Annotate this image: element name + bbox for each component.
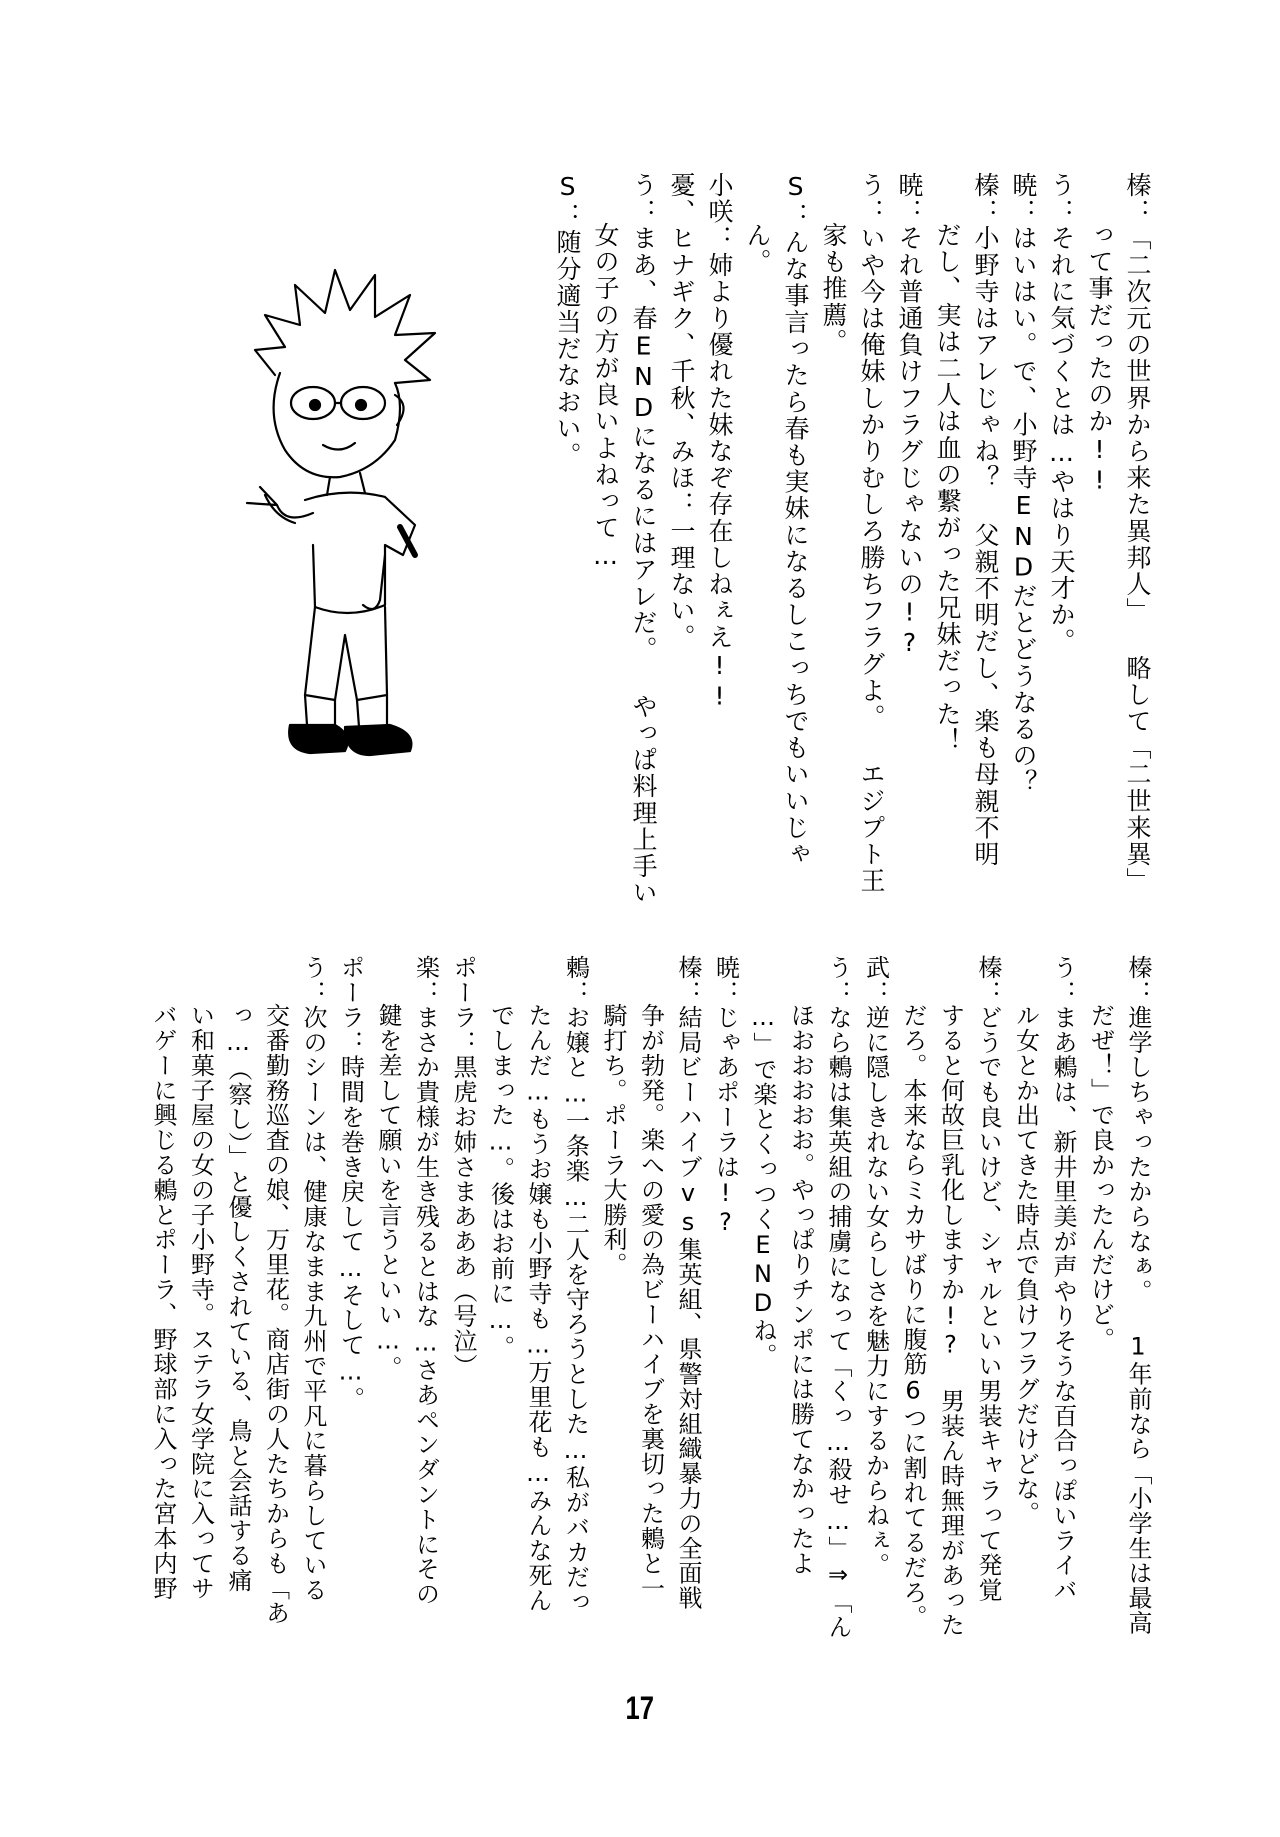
dialogue-line: 女の子の方が良いよねって… — [591, 222, 620, 572]
dialogue-line: 榛：結局ビーハイブvs集英組、県警対組織暴力の全面戦 — [674, 955, 702, 1611]
dialogue-line: だし、実は二人は血の繋がった兄妹だった！ — [933, 222, 962, 754]
dialogue-line: う：次のシーンは、健康なまま九州で平凡に暮らしている — [299, 955, 327, 1603]
dialogue-line: う：それに気づくとは…やはり天才か。 — [1047, 172, 1076, 655]
dialogue-line: だろ。本来ならミカサばりに腹筋6つに割れてるだろ。 — [899, 1003, 927, 1630]
boy-character-illustration — [235, 255, 455, 795]
dialogue-line: …」で楽とくっつくENDね。 — [749, 1003, 777, 1368]
dialogue-line: 鶫：お嬢と…一条楽…二人を守ろうとした…私がバカだっ — [561, 955, 590, 1615]
dialogue-line: ポーラ：黒虎お姉さまあああ（号泣） — [449, 955, 477, 1379]
dialogue-line: 榛：どうでも良いけど、シャルといい男装キャラって発覚 — [974, 955, 1002, 1603]
top-dialogue-block — [548, 172, 1156, 906]
dialogue-line: 榛：進学しちゃったからなぁ。 1年前なら「小学生は最高 — [1124, 955, 1152, 1636]
dialogue-line: 鍵を差して願いを言うといい…。 — [374, 1003, 402, 1381]
dialogue-line: う：まあ、春ENDになるにはアレだ。 やっぱ料理上手い — [629, 172, 658, 907]
dialogue-line: 武：逆に隠しきれない女らしさを魅力にするからねぇ。 — [861, 955, 890, 1578]
dialogue-line: S：随分適当だなおい。 — [553, 172, 582, 469]
dialogue-line: 争が勃発。楽への愛の為ビーハイブを裏切った鶫と一 — [636, 1003, 665, 1601]
dialogue-line: 暁：はいはい。で、小野寺ENDだとどうなるの？ — [1009, 172, 1038, 796]
dialogue-line: 交番勤務巡査の娘、万里花。商店街の人たちからも「あ — [261, 1003, 290, 1626]
dialogue-line: ル女とか出てきた時点で負けフラグだけどな。 — [1011, 1003, 1040, 1526]
dialogue-line: バゲーに興じる鶫とポーラ、野球部に入った宮本内野 — [149, 1003, 177, 1601]
dialogue-line: ん。 — [743, 222, 772, 276]
dialogue-line: すると何故巨乳化しますか!? 男装ん時無理があった — [936, 1003, 965, 1638]
dialogue-line: う：まあ鶫は、新井里美が声やりそうな百合っぽいライバ — [1049, 955, 1077, 1603]
dialogue-line: S：んな事言ったら春も実妹になるしこっちでもいいじゃ — [781, 172, 810, 868]
dialogue-line: う：なら鶫は集英組の捕虜になって「くっ…殺せ…」⇒「ん — [824, 955, 852, 1640]
dialogue-line: っ…（察し）」と優しくされている、鳥と会話する痛 — [224, 1003, 252, 1593]
dialogue-line: 暁：それ普通負けフラグじゃないの!? — [895, 172, 924, 659]
bottom-dialogue-block — [144, 955, 1157, 1639]
dialogue-line: 榛：小野寺はアレじゃね？ 父親不明だし、楽も母親不明 — [971, 172, 1000, 868]
page-number: 17 — [625, 1690, 655, 1726]
dialogue-line: 小咲：姉より優れた妹なぞ存在しねぇえ!! — [705, 172, 734, 712]
dialogue-line: 騎打ち。ポーラ大勝利。 — [599, 1003, 627, 1277]
dialogue-line: 榛：「二次元の世界から来た異邦人」 略して「二世来異」 — [1123, 172, 1152, 895]
dialogue-line: 家も推薦。 — [819, 222, 848, 355]
dialogue-line: ポーラ：時間を巻き戻して…そして…。 — [336, 955, 365, 1412]
dialogue-line: い和菓子屋の女の子小野寺。ステラ女学院に入ってサ — [186, 1003, 215, 1601]
dialogue-line: 憂、ヒナギク、千秋、みほ：一理ない。 — [667, 172, 696, 651]
dialogue-line: でしまった…。後はお前に…。 — [486, 1003, 515, 1360]
dialogue-line: 暁：じゃあポーラは!? — [711, 955, 740, 1237]
dialogue-line: ほおおおおお。やっぱりチンポには勝てなかったよ — [786, 1003, 815, 1576]
dialogue-line: って事だったのか!! — [1085, 222, 1114, 496]
dialogue-line: だぜ！」で良かったんだけど。 — [1086, 1003, 1115, 1352]
dialogue-line: 楽：まさか貴様が生き残るとはな…さあペンダントにその — [411, 955, 440, 1607]
dialogue-line: う：いや今は俺妹しかりむしろ勝ちフラグよ。 エジプト王 — [857, 172, 886, 895]
dialogue-line: たんだ…もうお嬢も小野寺も…万里花も…みんな死ん — [524, 1003, 552, 1613]
